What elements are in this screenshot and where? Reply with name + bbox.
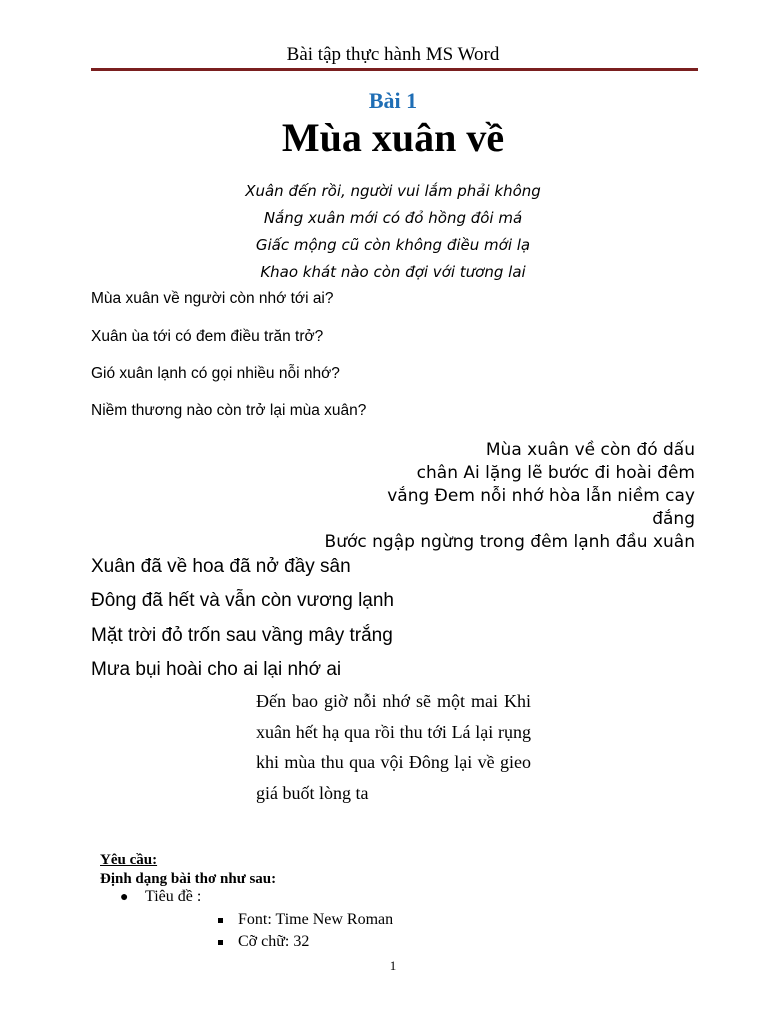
stanza1-line: Giấc mộng cũ còn không điều mới lạ [255,236,531,254]
page-title: Mùa xuân về [281,115,505,160]
bullet-dot-icon: ● [120,890,129,905]
stanza3-line: chân Ai lặng lẽ bước đi hoài đêm [416,463,695,483]
header-rule [91,68,698,71]
stanza2-line: Niềm thương nào còn trở lại mùa xuân? [91,402,367,419]
square-bullet-icon [218,918,223,923]
requirement-subitem: Font: Time New Roman [238,911,394,928]
requirement-subitem: Cỡ chữ: 32 [238,933,310,950]
stanza4-line: Mặt trời đỏ trốn sau vầng mây trắng [91,625,393,646]
stanza3-line: vắng Đem nỗi nhớ hòa lẫn niềm cay [387,486,695,506]
stanza2-line: Gió xuân lạnh có gọi nhiều nỗi nhớ? [91,365,340,382]
stanza4-line: Mưa bụi hoài cho ai lại nhớ ai [91,659,342,680]
stanza3-line: Mùa xuân về còn đó dấu [485,440,695,460]
stanza1-line: Xuân đến rồi, người vui lắm phải không [245,182,541,200]
requirement-bullet: Tiêu đề : [145,888,202,905]
requirements-subheading: Định dạng bài thơ như sau: [100,871,277,887]
stanza1-line: Khao khát nào còn đợi với tương lai [260,263,526,281]
stanza3-line: Bước ngập ngừng trong đêm lạnh đầu xuân [324,532,695,552]
stanza1-line: Nắng xuân mới có đỏ hồng đôi má [263,209,523,227]
stanza5-paragraph: Đến bao giờ nỗi nhớ sẽ một mai Khi xuân hết hạ qua rồi thu tới Lá lại rụng khi mùa thu qua vội Đông lại về gieo giá buốt lòng ta [256,691,531,803]
page-number: 1 [389,958,397,973]
stanza2-line: Xuân ùa tới có đem điều trăn trở? [91,328,324,345]
lesson-label: Bài 1 [368,88,418,113]
requirements-heading: Yêu cầu: [100,852,158,868]
stanza4-line: Đông đã hết và vẫn còn vương lạnh [91,590,394,611]
stanza3-line: đắng [652,509,695,529]
stanza4-line: Xuân đã về hoa đã nở đầy sân [91,556,351,577]
square-bullet-icon [218,940,223,945]
page-header: Bài tập thực hành MS Word [286,44,500,65]
stanza2-line: Mùa xuân về người còn nhớ tới ai? [91,290,334,307]
